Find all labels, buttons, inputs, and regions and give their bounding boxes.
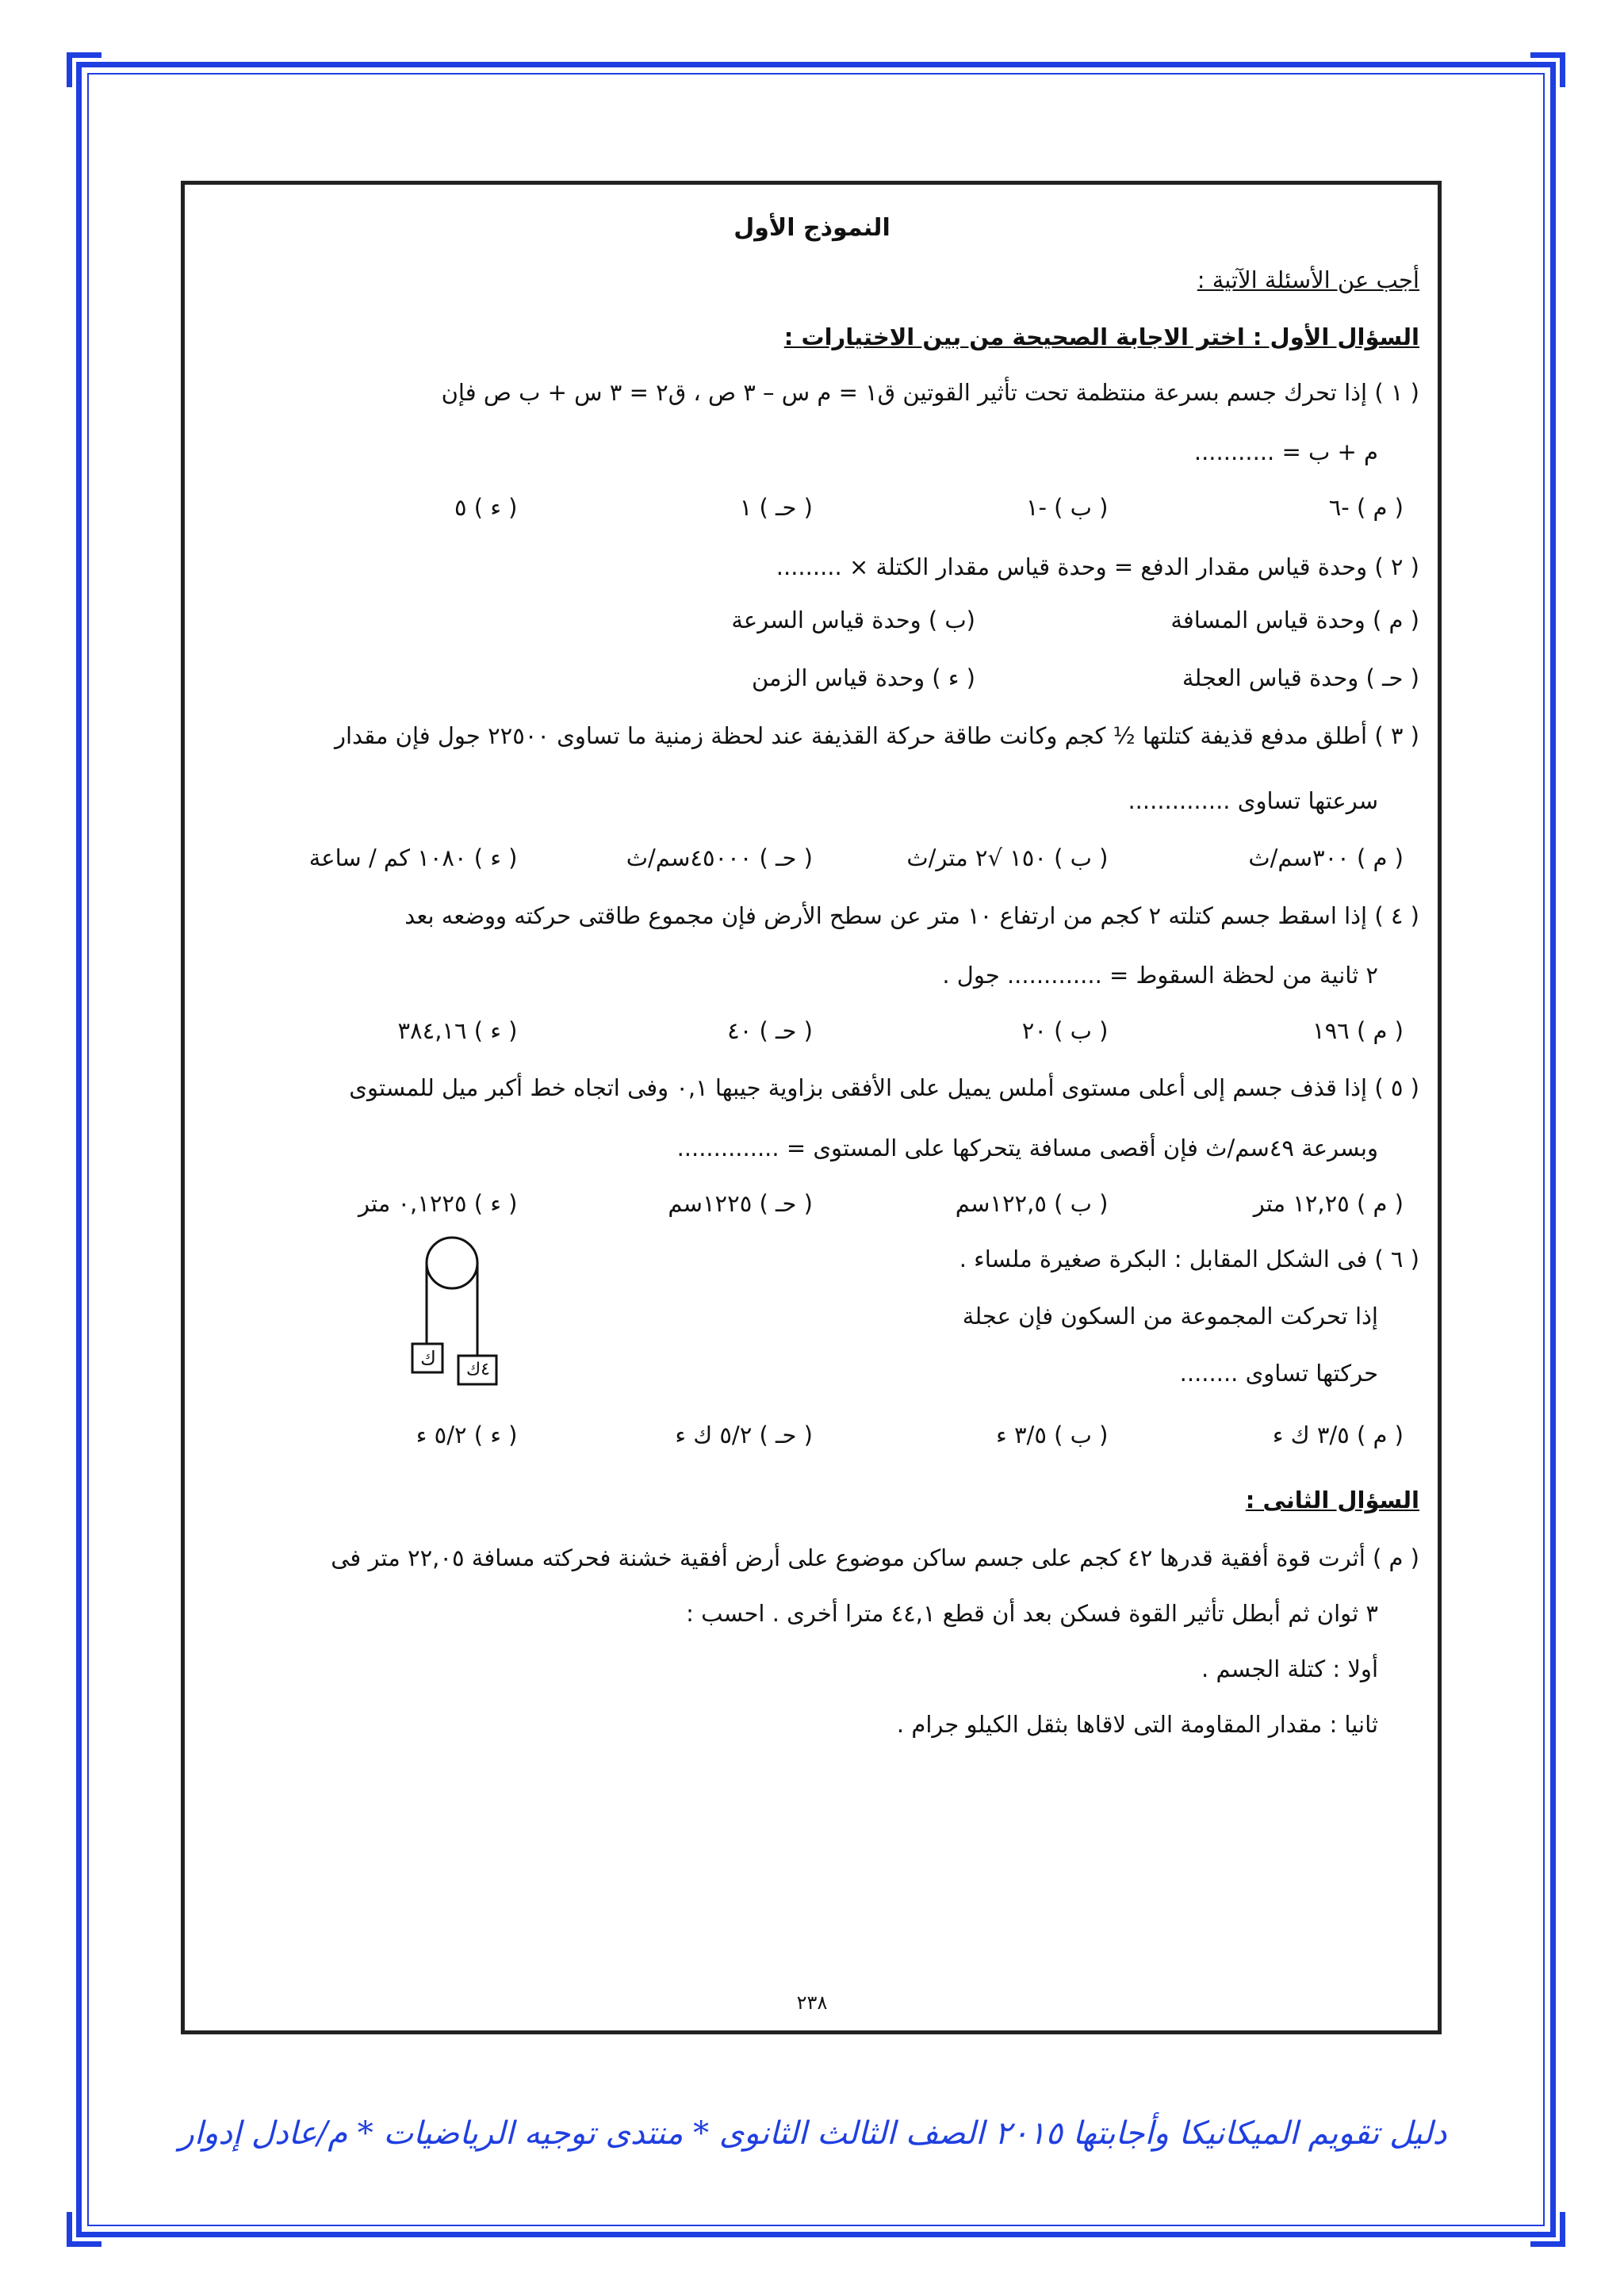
q2-part-a-text: ( م ) أثرت قوة أفقية قدرها ٤٢ كجم على جسم ساكن موضوع على أرض أفقية خشنة فحركته مسافة ٢٢,٠٥ متر فى [331, 1544, 1419, 1571]
footer-credit: دليل تقويم الميكانيكا وأجابتها ٢٠١٥ الصف الثالث الثانوى * منتدى توجيه الرياضيات * م/عادل إدوار [178, 2115, 1447, 2152]
page-title: النموذج الأول [733, 214, 891, 242]
option-d[interactable]: ( ء ) ٥/٢ ء [416, 1422, 518, 1448]
q1-item-1-text-2: م + ب = ........... [1193, 438, 1378, 465]
q1-item-5-text-2: وبسرعة ٤٩سم/ث فإن أقصى مسافة يتحركها على المستوى = .............. [676, 1135, 1378, 1161]
option-c[interactable]: ( حـ ) ٤٥٠٠٠سم/ث [626, 844, 813, 871]
pulley-wheel [427, 1238, 477, 1288]
q1-item-6-text-3: حركتها تساوى ........ [1179, 1360, 1378, 1387]
page-number: ٢٣٨ [796, 1992, 828, 2014]
q1-item-2-options-row-2 [531, 662, 1419, 694]
option-a[interactable]: ( م ) ٣/٥ ك ء [1272, 1422, 1404, 1448]
q1-item-5-options [222, 1188, 1404, 1219]
q2-part-a-text-2: ٣ ثوان ثم أبطل تأثير القوة فسكن بعد أن قطع ٤٤,١ مترا أخرى . احسب : [686, 1600, 1378, 1627]
q1-item-1-options [222, 492, 1404, 523]
option-b[interactable]: ( ب ) ٢٠ [1021, 1017, 1109, 1044]
q1-item-2-text: ( ٢ ) وحدة قياس مقدار الدفع = وحدة قياس مقدار الكتلة × ......... [776, 553, 1419, 580]
option-b[interactable]: ( ب ) ١٢٢,٥سم [955, 1190, 1109, 1217]
option-b[interactable]: ( ب ) -١ [1025, 494, 1109, 521]
option-d[interactable]: ( ء ) ٥ [454, 494, 518, 521]
option-d[interactable]: ( ء ) ٠,١٢٢٥ متر [358, 1190, 518, 1217]
q1-item-6-text-2: إذا تحركت المجموعة من السكون فإن عجلة [962, 1303, 1378, 1330]
question-1-heading: السؤال الأول : اختر الاجابة الصحيحة من بين الاختيارات : [783, 323, 1419, 350]
q1-item-4-options [222, 1015, 1404, 1047]
q1-item-3-options [222, 842, 1404, 874]
option-a[interactable]: ( م ) ١٩٦ [1312, 1017, 1404, 1044]
pulley-figure [396, 1233, 508, 1391]
q1-item-1-text: ( ١ ) إذا تحرك جسم بسرعة منتظمة تحت تأثير القوتين ق١ = م س – ٣ ص ، ق٢ = ٣ س + ب ص فإن [441, 379, 1419, 406]
option-c[interactable]: ( حـ ) وحدة قياس العجلة [1182, 664, 1419, 691]
q1-item-6-text: ( ٦ ) فى الشكل المقابل : البكرة صغيرة ملساء . [959, 1246, 1419, 1272]
option-d[interactable]: ( ء ) ٣٨٤,١٦ [397, 1017, 518, 1044]
frame-corner-bottom-right [1530, 2212, 1565, 2247]
q1-item-2-options-row-1 [531, 604, 1419, 636]
frame-corner-bottom-left [67, 2212, 102, 2247]
option-d[interactable]: ( ء ) وحدة قياس الزمن [751, 664, 975, 691]
option-b[interactable]: ( ب ) ٣/٥ ء [996, 1422, 1109, 1448]
q1-item-4-text: ( ٤ ) إذا اسقط جسم كتلته ٢ كجم من ارتفاع ١٠ متر عن سطح الأرض فإن مجموع طاقتى حركته ووضعه بعد [404, 902, 1419, 929]
option-b[interactable]: ( ب ) ١٥٠ √٢ متر/ث [906, 844, 1109, 871]
frame-corner-top-right [1530, 52, 1565, 87]
option-a[interactable]: ( م ) ١٢,٢٥ متر [1253, 1190, 1404, 1217]
q1-item-4-text-2: ٢ ثانية من لحظة السقوط = ............. جول . [942, 962, 1378, 989]
option-a[interactable]: ( م ) ٣٠٠سم/ث [1248, 844, 1404, 871]
q2-second: ثانيا : مقدار المقاومة التى لاقاها بثقل الكيلو جرام . [896, 1711, 1378, 1738]
question-2-heading: السؤال الثانى : [1245, 1487, 1419, 1513]
q2-first: أولا : كتلة الجسم . [1201, 1655, 1378, 1682]
q1-item-5-text: ( ٥ ) إذا قذف جسم إلى أعلى مستوى أملس يميل على الأفقى بزاوية جيبها ٠,١ وفى اتجاه خط أكبر ميل للمستوى [349, 1074, 1419, 1101]
option-c[interactable]: ( حـ ) ١٢٢٥سم [668, 1190, 813, 1217]
option-a[interactable]: ( م ) -٦ [1328, 494, 1404, 521]
frame-corner-top-left [67, 52, 102, 87]
right-mass-label: ٤ك [466, 1360, 490, 1380]
left-mass-label: ك [420, 1347, 436, 1369]
option-d[interactable]: ( ء ) ١٠٨٠ كم / ساعة [308, 844, 518, 871]
q1-item-3-text: ( ٣ ) أطلق مدفع قذيفة كتلتها ½ كجم وكانت طاقة حركة القذيفة عند لحظة زمنية ما تساوى ٢٢٥٠٠ جول فإن مقدار [334, 722, 1419, 749]
option-a[interactable]: ( م ) وحدة قياس المسافة [1170, 607, 1419, 633]
q1-item-6-options [222, 1419, 1404, 1451]
option-c[interactable]: ( حـ ) ١ [739, 494, 813, 521]
option-b[interactable]: (ب ) وحدة قياس السرعة [731, 607, 975, 633]
instruction: أجب عن الأسئلة الآتية : [1197, 266, 1419, 293]
option-c[interactable]: ( حـ ) ٤٠ [727, 1017, 813, 1044]
option-c[interactable]: ( حـ ) ٥/٢ ك ء [675, 1422, 813, 1448]
q1-item-3-text-2: سرعتها تساوى .............. [1128, 787, 1378, 814]
